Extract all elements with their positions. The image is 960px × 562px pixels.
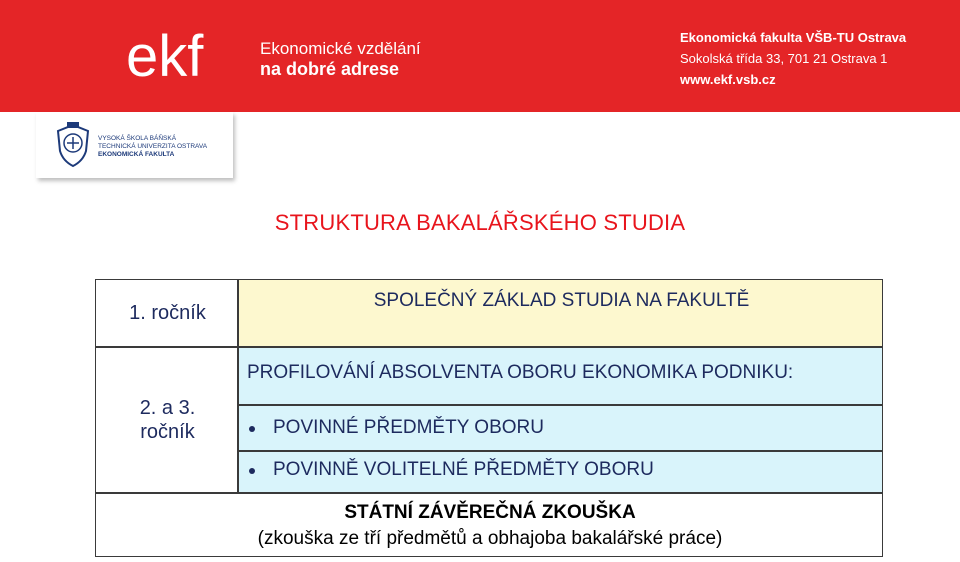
svg-text:ekf: ekf <box>126 24 204 89</box>
profiling-label: PROFILOVÁNÍ ABSOLVENTA OBORU EKONOMIKA PODNIKU: <box>247 362 794 383</box>
optional-courses-cell <box>238 451 883 493</box>
emblem-line2: TECHNICKÁ UNIVERZITA OSTRAVA <box>98 143 208 150</box>
structure-table <box>95 279 883 557</box>
required-courses-cell <box>238 405 883 451</box>
profiling-cell <box>238 347 883 405</box>
state-exam-cell <box>95 493 883 557</box>
common-base-cell <box>238 279 883 347</box>
faculty-name: Ekonomická fakulta VŠB-TU Ostrava <box>680 30 907 45</box>
year23-cell <box>95 347 238 493</box>
required-courses-label: POVINNÉ PŘEDMĚTY OBORU <box>273 417 544 438</box>
slogan-line1: Ekonomické vzdělání <box>260 39 421 58</box>
common-base-label: SPOLEČNÝ ZÁKLAD STUDIA NA FAKULTĚ <box>373 290 750 311</box>
optional-courses-label: POVINNĚ VOLITELNÉ PŘEDMĚTY OBORU <box>273 459 654 480</box>
university-emblem-icon <box>53 121 93 169</box>
year23-label <box>96 396 239 444</box>
emblem-card <box>36 112 233 178</box>
slogan-line2: na dobré adrese <box>260 59 400 79</box>
slogan <box>260 38 421 80</box>
emblem-line1: VYSOKÁ ŠKOLA BÁŇSKÁ <box>98 135 177 142</box>
emblem-line3: EKONOMICKÁ FAKULTA <box>98 151 175 158</box>
year1-label: 1. ročník <box>129 302 206 324</box>
address: Sokolská třída 33, 701 21 Ostrava 1 <box>680 51 888 66</box>
year23-text: 2. a 3. ročník <box>139 397 196 443</box>
ekf-logo <box>124 20 224 90</box>
state-exam-note: (zkouška ze tří předmětů a obhajoba bakalářské práce) <box>257 528 723 549</box>
brand-block <box>36 0 233 112</box>
bullet-icon <box>247 424 257 434</box>
bullet-icon <box>247 466 257 476</box>
web-link[interactable]: www.ekf.vsb.cz <box>680 72 776 87</box>
emblem-text <box>98 135 207 159</box>
year1-cell <box>95 279 238 347</box>
state-exam-title: STÁTNÍ ZÁVĚREČNÁ ZKOUŠKA <box>344 502 636 523</box>
contact-block <box>680 27 906 90</box>
page-title: STRUKTURA BAKALÁŘSKÉHO STUDIA <box>274 210 686 235</box>
